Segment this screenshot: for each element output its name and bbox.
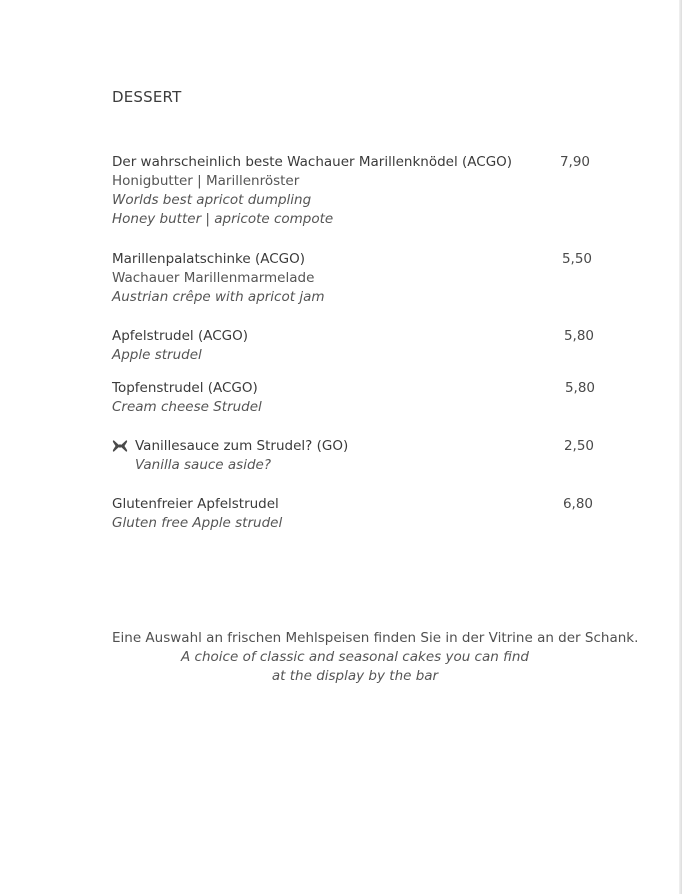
item-name: Apfelstrudel (ACGO) (112, 328, 249, 344)
item-translation: Gluten free Apple strudel (112, 515, 283, 531)
item-name: Vanillesauce zum Strudel? (GO) (135, 438, 349, 454)
bow-icon (112, 439, 128, 453)
item-price: 5,50 (561, 251, 592, 267)
footer-text-de: Eine Auswahl an frischen Mehlspeisen finden Sie in der Vitrine an der Schank. (112, 630, 639, 646)
item-description: Honigbutter | Marillenröster (112, 173, 300, 189)
footer-note (112, 629, 639, 686)
section-title: DESSERT (112, 88, 182, 106)
item-translation: Vanilla sauce aside? (135, 457, 271, 473)
item-name: Der wahrscheinlich beste Wachauer Marillenknödel (ACGO) (112, 154, 513, 170)
menu-item (112, 250, 596, 307)
menu-item (112, 379, 596, 417)
item-price: 5,80 (563, 328, 594, 344)
footer-text-en-line2: at the display by the bar (271, 668, 439, 684)
item-price: 6,80 (562, 496, 593, 512)
item-price: 2,50 (563, 438, 594, 454)
item-translation: Cream cheese Strudel (112, 399, 262, 415)
menu-item (112, 327, 596, 365)
menu-item-addon (112, 437, 596, 475)
item-name: Topfenstrudel (ACGO) (112, 380, 258, 396)
item-translation: Apple strudel (112, 347, 202, 363)
item-translation-description: Honey butter | apricote compote (112, 211, 334, 227)
menu-item (112, 153, 596, 229)
item-name: Glutenfreier Apfelstrudel (112, 496, 279, 512)
item-name: Marillenpalatschinke (ACGO) (112, 251, 306, 267)
item-description: Wachauer Marillenmarmelade (112, 270, 315, 286)
item-price: 7,90 (559, 154, 590, 170)
item-translation: Worlds best apricot dumpling (112, 192, 312, 208)
menu-item (112, 495, 596, 533)
item-translation: Austrian crêpe with apricot jam (112, 289, 325, 305)
item-price: 5,80 (564, 380, 595, 396)
footer-text-en-line1: A choice of classic and seasonal cakes you can find (181, 649, 529, 665)
